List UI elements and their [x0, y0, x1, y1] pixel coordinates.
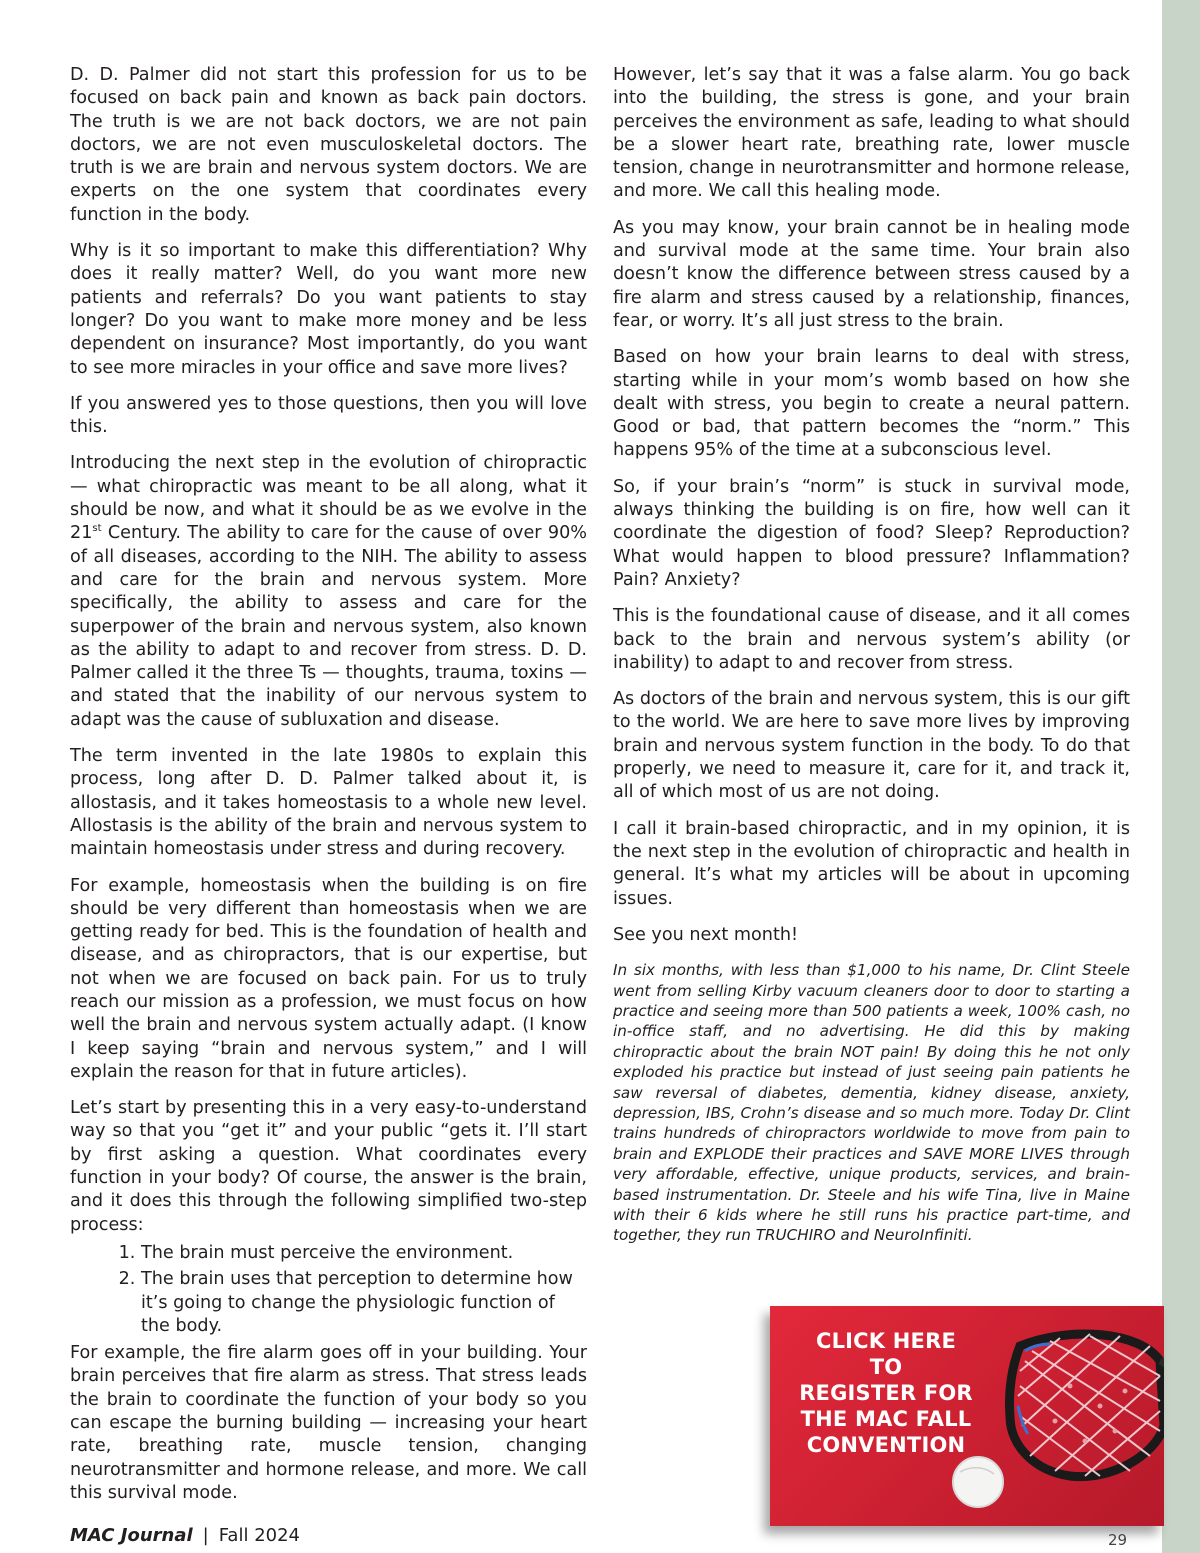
paragraph: For example, homeostasis when the building is on fire should be very different than homeostasis when we are getting ready for bed. This is the foundation of health and disease, and as chiropractors, that is our expertise, but not when we are focused on back pain. For us to truly reach our mission as a profession, we must focus on how well the brain and nervous system actually adapt. (I know I keep saying “brain and nervous system,” and I will explain the reason for that in future articles). [70, 875, 587, 1082]
paragraph: If you answered yes to those questions, then you will love this. [70, 393, 587, 438]
page-footer [70, 1525, 300, 1547]
banner-line: THE MAC FALL [800, 1407, 972, 1431]
footer-separator: | [202, 1525, 209, 1546]
superscript: st [92, 523, 102, 535]
paragraph [70, 452, 587, 732]
banner-line: CONVENTION [806, 1433, 966, 1457]
text-run: Century. The ability to care for the cause of over 90% of all diseases, according to the NIH. The ability to assess and care for the brain and nervous system. More specifically, the ability to assess and care for the superpower of the brain and nervous system, also known as the ability to adapt to and recover from stress. D. D. Palmer called it the three Ts — thoughts, trauma, toxins — and stated that the inability of our nervous system to adapt was the cause of subluxation and disease. [70, 523, 587, 730]
banner-text[interactable] [796, 1328, 976, 1458]
paragraph: Why is it so important to make this differentiation? Why does it really matter? Well, do you want more new patients and referrals? Do you want patients to stay longer? Do you want to make more money and be less dependent on insurance? Most importantly, do you want to see more miracles in your office and save more lives? [70, 241, 587, 378]
publication-name: MAC Journal [70, 1525, 193, 1546]
banner-line: REGISTER FOR [799, 1381, 973, 1405]
paragraph: Let’s start by presenting this in a very easy-to-understand way so that you “get it” and your public “gets it. I’ll start by first asking a question. What coordinates every function in your body? Of course, the answer is the brain, and it does this through the following simplified two-step process: [70, 1098, 587, 1235]
list-item: 1. The brain must perceive the environment. [141, 1242, 587, 1265]
paragraph: So, if your brain’s “norm” is stuck in survival mode, always thinking the building is on fire, how well can it coordinate the digestion of food? Sleep? Reproduction? What would happen to blood pressure? Inflammation? Pain? Anxiety? [613, 476, 1130, 590]
paragraph: Based on how your brain learns to deal with stress, starting while in your mom’s womb based on how she dealt with stress, you begin to create a neural pattern. Good or bad, that pattern becomes the “norm.” This happens 95% of the time at a subconscious level. [613, 347, 1130, 461]
convention-register-banner[interactable] [770, 1306, 1164, 1526]
banner-line: CLICK HERE TO [815, 1329, 957, 1379]
author-bio: In six months, with less than $1,000 to his name, Dr. Clint Steele went from selling Kirby vacuum cleaners door to door to starting a practice and seeing more than 500 patients a week, 100% cash, no in-office staff, and no advertising. He did this by making chiropractic about the brain NOT pain! By doing this he not only exploded his practice but instead of just seeing pain patients he saw reversal of diabetes, dementia, kidney disease, anxiety, depression, IBS, Crohn’s disease and so much more. Today Dr. Clint trains hundreds of chiropractors worldwide to move from pain to brain and EXPLODE their practices and SAVE MORE LIVES through very affordable, effective, unique products, services, and brain-based instrumentation. Dr. Steele and his wife Tina, live in Maine with their 6 kids where he still runs his practice part-time, and together, they run TRUCHIRO and NeuroInfiniti. [613, 961, 1130, 1245]
side-accent-band [1162, 0, 1200, 1553]
issue-label: Fall 2024 [218, 1525, 300, 1546]
paragraph: See you next month! [613, 924, 799, 945]
paragraph: D. D. Palmer did not start this profession for us to be focused on back pain and known as back pain doctors. The truth is we are not back doctors, we are not pain doctors, we are not even musculoskeletal doctors. The truth is we are brain and nervous system doctors. We are experts on the one system that coordinates every function in the body. [70, 65, 587, 225]
paragraph: As you may know, your brain cannot be in healing mode and survival mode at the same time. Your brain also doesn’t know the difference between stress caused by a fire alarm and stress caused by a relationship, finances, fear, or worry. It’s all just stress to the brain. [613, 217, 1130, 331]
article-left-column [70, 64, 587, 1518]
paragraph: As doctors of the brain and nervous system, this is our gift to the world. We are here to save more lives by improving brain and nervous system function in the body. To do that properly, we need to measure it, care for it, and track it, all of which most of us are not doing. [613, 689, 1130, 803]
numbered-steps-list [70, 1242, 587, 1338]
paragraph: I call it brain-based chiropractic, and in my opinion, it is the next step in the evolution of chiropractic and health in general. It’s what my articles will be about in upcoming issues. [613, 818, 1130, 909]
list-item: 2. The brain uses that perception to determine how it’s going to change the physiologic function of the body. [141, 1268, 587, 1338]
paragraph: This is the foundational cause of disease, and it all comes back to the brain and nervous system’s ability (or inability) to adapt to and recover from stress. [613, 606, 1130, 673]
paragraph: For example, the fire alarm goes off in your building. Your brain perceives that fire alarm as stress. That stress leads the brain to coordinate the function of your body so you can escape the burning building — increasing your heart rate, breathing rate, muscle tension, changing neurotransmitter and hormone release, and more. We call this survival mode. [70, 1343, 587, 1503]
article-right-column [613, 64, 1130, 1259]
paragraph: The term invented in the late 1980s to explain this process, long after D. D. Palmer talked about it, is allostasis, and it takes homeostasis to a whole new level. Allostasis is the ability of the brain and nervous system to maintain homeostasis under stress and during recovery. [70, 746, 587, 860]
page-number: 29 [1108, 1531, 1128, 1549]
paragraph: However, let’s say that it was a false alarm. You go back into the building, the stress is gone, and your brain perceives the environment as safe, leading to what should be a slower heart rate, breathing rate, lower muscle tension, change in neurotransmitter and hormone release, and more. We call this healing mode. [613, 65, 1130, 202]
text-run: Introducing the next step in the evolution of chiropractic — what chiropractic was meant to be all along, what it should be now, and what it should be as we evolve in the 21 [70, 453, 587, 544]
